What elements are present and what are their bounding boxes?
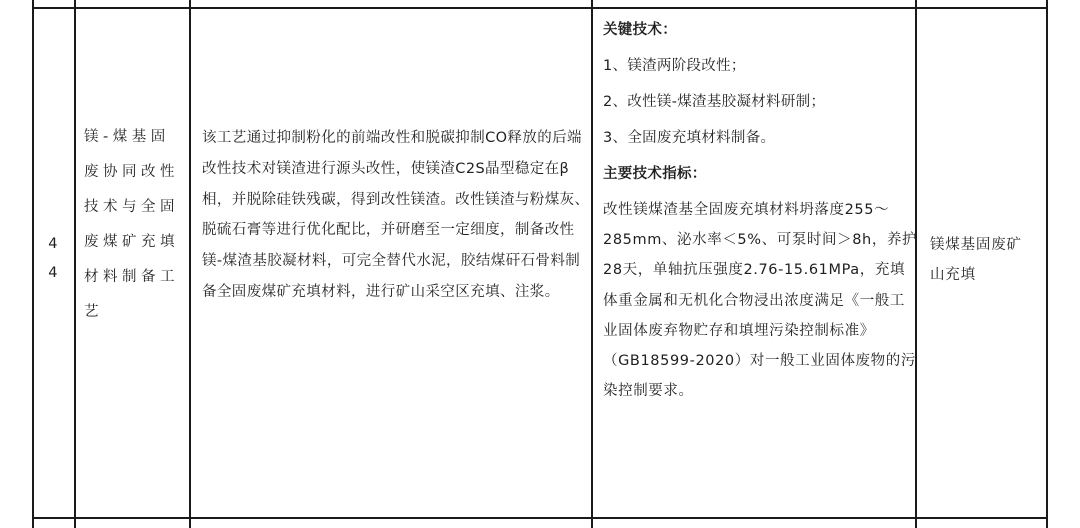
- application-field: 镁煤基固废矿山充填: [930, 237, 1022, 283]
- row-number-line: 4: [48, 265, 58, 281]
- row-top-border: [32, 7, 1048, 9]
- column-border: [1046, 0, 1048, 528]
- row-number-cell: [32, 230, 74, 288]
- column-border: [189, 0, 191, 528]
- technology-table: [32, 0, 1048, 528]
- key-tech-item: 3、全固废充填材料制备。: [603, 130, 776, 146]
- technology-name: 镁-煤基固废协同改性技术与全固废煤矿充填材料制备工艺: [84, 129, 179, 320]
- column-border: [74, 0, 76, 528]
- key-tech-item: 1、镁渣两阶段改性；: [603, 58, 746, 74]
- key-tech-heading: 关键技术：: [603, 22, 677, 38]
- technology-description: 该工艺通过抑制粉化的前端改性和脱碳抑制CO释放的后端改性技术对镁渣进行源头改性，使镁渣C2S晶型稳定在β相，并脱除硅铁残碳，得到改性镁渣。改性镁渣与粉煤灰、脱硫石膏等进行优化配比，并研磨至一定细度，制备改性镁-煤渣基胶凝材料，可完全替代水泥，胶结煤矸石骨料制备全固废煤矿充填材料，进行矿山采空区充填、注浆。: [202, 130, 590, 300]
- row-number-line: 4: [48, 236, 58, 252]
- key-technology-cell: [603, 15, 919, 406]
- row-bottom-border: [32, 517, 1048, 519]
- key-tech-item: 2、改性镁-煤渣基胶凝材料研制；: [603, 94, 826, 110]
- technical-indicators: 改性镁煤渣基全固废充填材料坍落度255～285mm、泌水率＜5%、可泵时间＞8h，养护28天，单轴抗压强度2.76-15.61MPa，充填体重金属和无机化合物浸出浓度满足《一般工业固体废弃物贮存和填埋污染控制标准》（GB18599-2020）对一般工业固体废物的污染控制要求。: [603, 202, 918, 400]
- indicators-heading: 主要技术指标：: [603, 166, 707, 182]
